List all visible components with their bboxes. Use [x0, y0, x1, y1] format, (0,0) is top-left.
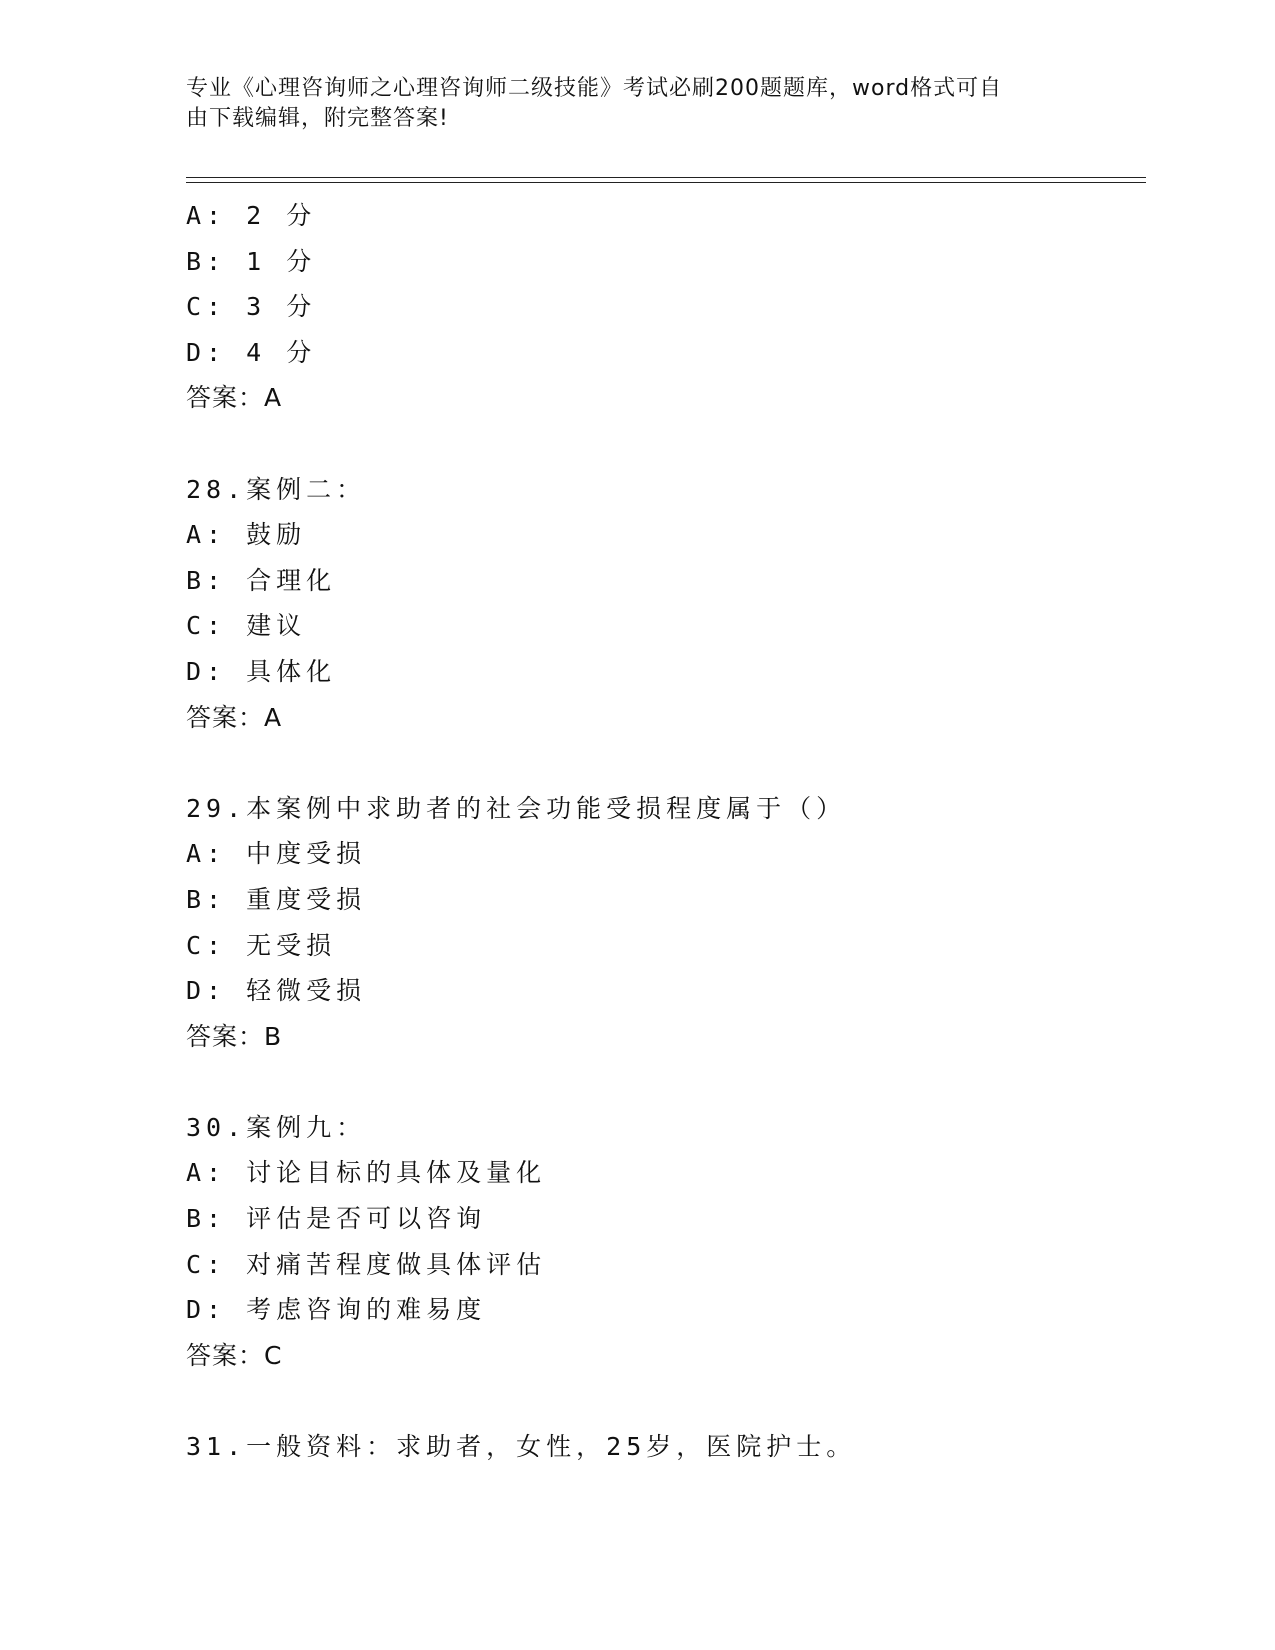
- option-b: B: 重度受损: [186, 884, 367, 914]
- document-header: [186, 74, 1066, 134]
- answer-line: 答案：C: [186, 1340, 283, 1370]
- header-divider-bottom: [186, 182, 1146, 183]
- block-spacer: [186, 1059, 1146, 1105]
- header-divider-top: [186, 177, 1146, 178]
- question-title: 28.案例二：: [186, 474, 367, 504]
- block-spacer: [186, 740, 1146, 786]
- block-spacer: [186, 1378, 1146, 1424]
- option-d: D: 考虑咨询的难易度: [186, 1295, 487, 1325]
- question-title: 29.本案例中求助者的社会功能受损程度属于（）: [186, 793, 847, 823]
- question-title: 31.一般资料：求助者，女性，25岁，医院护士。: [186, 1432, 857, 1462]
- block-spacer: [186, 421, 1146, 467]
- option-b: B: 评估是否可以咨询: [186, 1204, 487, 1234]
- answer-line: 答案：A: [186, 702, 283, 732]
- option-d: D: 4 分: [186, 337, 317, 367]
- option-d: D: 具体化: [186, 656, 337, 686]
- option-a: A: 鼓励: [186, 520, 307, 550]
- option-a: A: 讨论目标的具体及量化: [186, 1158, 547, 1188]
- option-c: C: 对痛苦程度做具体评估: [186, 1249, 547, 1279]
- option-c: C: 无受损: [186, 930, 337, 960]
- header-line-2: 由下载编辑，附完整答案!: [186, 106, 449, 131]
- option-c: C: 3 分: [186, 292, 317, 322]
- option-b: B: 1 分: [186, 246, 317, 276]
- answer-line: 答案：B: [186, 1021, 283, 1051]
- question-title: 30.案例九：: [186, 1112, 367, 1142]
- option-a: A: 2 分: [186, 201, 317, 230]
- option-c: C: 建议: [186, 611, 307, 641]
- answer-line: 答案：A: [186, 383, 283, 413]
- option-b: B: 合理化: [186, 565, 337, 595]
- option-d: D: 轻微受损: [186, 976, 367, 1006]
- option-a: A: 中度受损: [186, 839, 367, 869]
- header-line-1: 专业《心理咨询师之心理咨询师二级技能》考试必刷200题题库，word格式可自: [186, 76, 1003, 101]
- question-list: [186, 193, 1146, 1470]
